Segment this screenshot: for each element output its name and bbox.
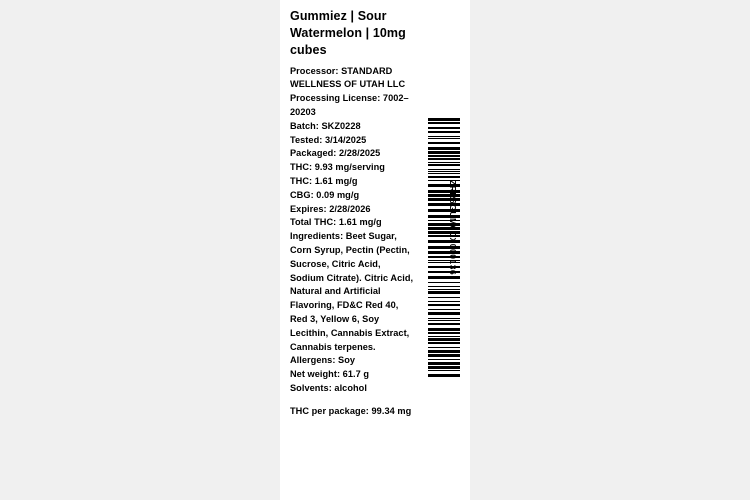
info-line-processor: Processor: STANDARD WELLNESS OF UTAH LLC (290, 65, 406, 90)
info-line-ingredients: Ingredients: Beet Sugar, Corn Syrup, Pectin (Pectin, Sucrose, Citric Acid, Sodium Citrate). Citric Acid, Natural and Artificial Flavoring, FD&C Red 40, Red 3, Yellow 6, Soy Lecithin, Cannabis Extract, Cannabis terpenes. (290, 231, 416, 352)
info-line-cbg: CBG: 0.09 mg/g (290, 189, 360, 200)
info-line-total-thc: Total THC: 1.61 mg/g (290, 217, 382, 228)
info-line-allergens: Allergens: Soy (290, 355, 356, 366)
barcode-block (428, 118, 474, 386)
info-line-thc-per-serving: THC: 9.93 mg/serving (290, 162, 385, 173)
info-line-solvents: Solvents: alcohol (290, 382, 367, 393)
label-info-list (290, 65, 414, 419)
info-line-packaged: Packaged: 2/28/2025 (290, 148, 381, 159)
info-line-thc-per-gram: THC: 1.61 mg/g (290, 176, 358, 186)
info-line-tested: Tested: 3/14/2025 (290, 134, 367, 145)
thc-per-package: THC per package: 99.34 mg (290, 405, 412, 416)
product-label-card (280, 0, 470, 500)
product-title: Gummiez | Sour Watermelon | 10mg cubes (290, 9, 406, 57)
line-spacer (290, 396, 414, 405)
barcode-value-text: ZRR6GUM6CX000136 (448, 180, 458, 276)
info-line-net-weight: Net weight: 61.7 g (290, 369, 370, 380)
info-line-processing-license: Processing License: 7002–20203 (290, 93, 409, 118)
info-line-expires: Expires: 2/28/2026 (290, 203, 371, 214)
info-line-batch: Batch: SKZ0228 (290, 120, 361, 131)
